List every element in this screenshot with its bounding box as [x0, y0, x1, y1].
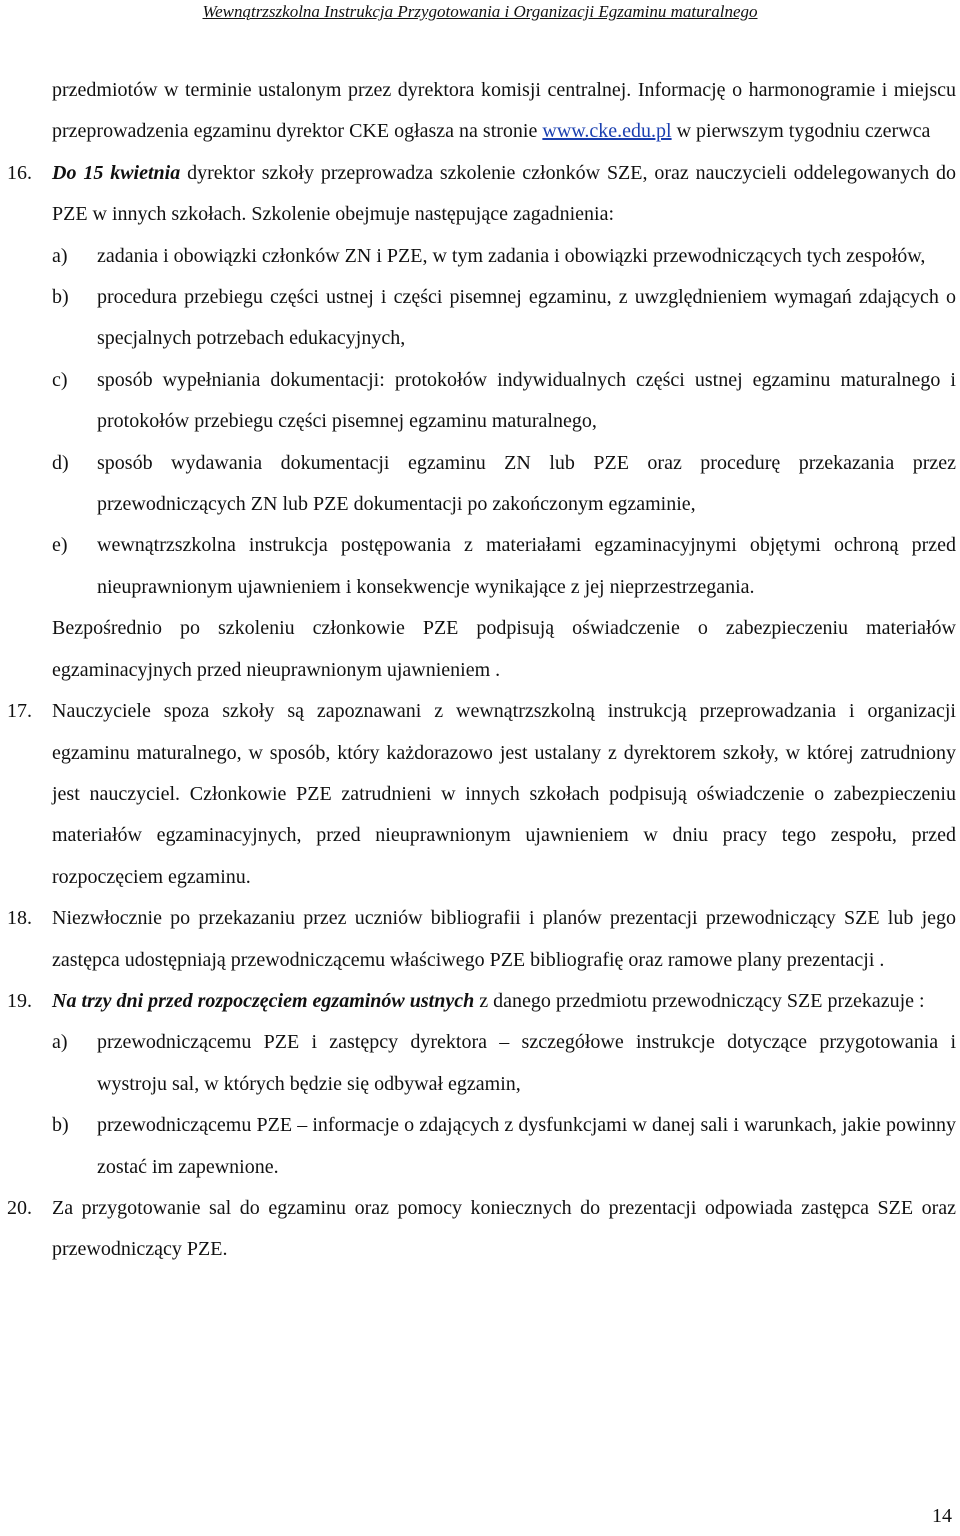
sub-letter: a) [52, 244, 68, 267]
running-header: Wewnątrzszkolna Instrukcja Przygotowania i Organizacji Egzaminu maturalnego [202, 2, 758, 21]
item-20 [0, 1188, 960, 1271]
item-19 [0, 981, 960, 1022]
item-16-after [0, 608, 960, 691]
item-19-sub-a [0, 1022, 960, 1105]
sub-text: wewnątrzszkolna instrukcja postępowania z materiałami egzaminacyjnymi objętymi ochroną przed nieuprawnionym ujawnieniem i konsekwencje wynikające z jej nieprzestrzegania. [97, 534, 956, 598]
item-16 [0, 153, 960, 236]
item-16-sub-e [0, 525, 960, 608]
sub-text: zadania i obowiązki członków ZN i PZE, w tym zadania i obowiązki przewodniczących tych zespołów, [97, 244, 926, 267]
sub-text: przewodniczącemu PZE – informacje o zdających z dysfunkcjami w danej sali i warunkach, jakie powinny zostać im zapewnione. [97, 1114, 956, 1178]
sub-letter: b) [52, 1114, 69, 1137]
intro-text-end: w pierwszym tygodniu czerwca [671, 120, 931, 143]
item-number: 17. [7, 700, 32, 723]
item-20-text: Za przygotowanie sal do egzaminu oraz pomocy koniecznych do prezentacji odpowiada zastępca SZE oraz przewodniczący PZE. [52, 1196, 956, 1261]
sub-letter: e) [52, 534, 68, 557]
sub-text: procedura przebiegu części ustnej i części pisemnej egzaminu, z uwzględnieniem wymagań zdających o specjalnych potrzebach edukacyjnych, [97, 286, 956, 350]
sub-letter: a) [52, 1031, 68, 1054]
item-16-sub-c [0, 360, 960, 443]
sub-text: przewodniczącemu PZE i zastępcy dyrektora – szczegółowe instrukcje dotyczące przygotowania i wystroju sal, w których będzie się odbywał egzamin, [97, 1031, 956, 1095]
item-16-sub-a [0, 236, 960, 277]
page-number: 14 [932, 1505, 952, 1527]
document-body [0, 70, 960, 1271]
item-number: 19. [7, 989, 32, 1012]
cke-link[interactable]: www.cke.edu.pl [542, 120, 672, 143]
sub-letter: b) [52, 286, 69, 309]
item-16-bold-lead: Do 15 kwietnia [52, 161, 181, 184]
intro-text: przedmiotów w terminie ustalonym przez dyrektora komisji centralnej. Informację o harmonogramie i miejscu przeprowadzenia egzaminu dyrektor CKE ogłasza na stronie [52, 79, 956, 143]
item-number: 16. [7, 161, 32, 184]
sub-letter: d) [52, 451, 69, 474]
item-number: 20. [7, 1196, 32, 1219]
item-18-text: Niezwłocznie po przekazaniu przez uczniów bibliografii i planów prezentacji przewodniczący SZE lub jego zastępca udostępniają przewodniczącemu właściwego PZE bibliografię oraz ramowe plany prezentacji . [52, 907, 956, 971]
item-19-sub-b [0, 1105, 960, 1188]
item-16-after-text: Bezpośrednio po szkoleniu członkowie PZE podpisują oświadczenie o zabezpieczeniu materiałów egzaminacyjnych przed nieuprawnionym ujawnieniem . [52, 617, 956, 681]
item-19-text: z danego przedmiotu przewodniczący SZE przekazuje : [474, 989, 925, 1012]
sub-letter: c) [52, 368, 68, 391]
item-18 [0, 898, 960, 981]
item-17 [0, 691, 960, 898]
item-16-sub-b [0, 277, 960, 360]
item-16-sub-d [0, 443, 960, 526]
sub-text: sposób wypełniania dokumentacji: protokołów indywidualnych części ustnej egzaminu maturalnego i protokołów przebiegu części pisemnej egzaminu maturalnego, [97, 368, 956, 433]
intro-paragraph [0, 70, 960, 153]
sub-text: sposób wydawania dokumentacji egzaminu ZN lub PZE oraz procedurę przekazania przez przewodniczących ZN lub PZE dokumentacji po zakończonym egzaminie, [97, 451, 956, 516]
item-19-bold-lead: Na trzy dni przed rozpoczęciem egzaminów ustnych [52, 989, 475, 1012]
item-16-text: dyrektor szkoły przeprowadza szkolenie członków SZE, oraz nauczycieli oddelegowanych do PZE w innych szkołach. Szkolenie obejmuje następujące zagadnienia: [52, 161, 957, 226]
item-number: 18. [7, 907, 32, 930]
item-17-text: Nauczyciele spoza szkoły są zapoznawani z wewnątrzszkolną instrukcją przeprowadzania i organizacji egzaminu maturalnego, w sposób, który każdorazowo jest ustalany z dyrektorem szkoły, w której zatrudniony jest nauczyciel. Członkowie PZE zatrudnieni w innych szkołach podpisują oświadczenie o zabezpieczeniu materiałów egzaminacyjnych, przed nieuprawnionym ujawnieniem w dniu pracy tego zespołu, przed rozpoczęciem egzaminu. [52, 700, 956, 888]
